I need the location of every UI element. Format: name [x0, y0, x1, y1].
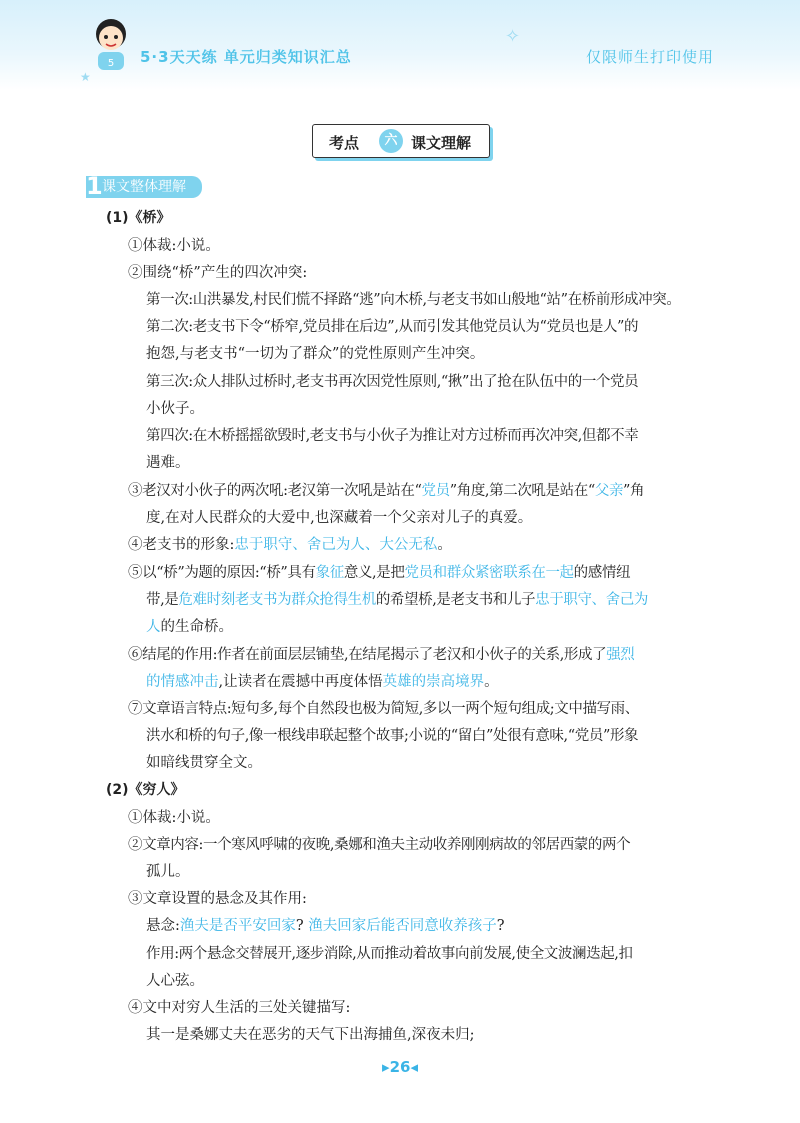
list-item: 人的生命桥。 [146, 619, 233, 635]
highlight: 党员和群众紧密联系在一起 [404, 565, 574, 581]
list-item: ③老汉对小伙子的两次吼:老汉第一次吼是站在“党员”角度,第二次吼是站在“父亲”角 [128, 483, 645, 499]
topic-title: 课文理解 [411, 134, 472, 152]
list-item: 作用:两个悬念交替展开,逐步消除,从而推动着故事向前发展,使全文波澜迭起,扣 [146, 946, 633, 962]
right-arrow-icon: ◂ [410, 1058, 418, 1076]
list-item: 第二次:老支书下令“桥窄,党员排在后边”,从而引发其他党员认为“党员也是人”的 [146, 319, 639, 335]
section-number: 1 [86, 172, 103, 200]
highlight: 父亲 [594, 483, 624, 499]
list-item: 带,是危难时刻老支书为群众抢得生机的希望桥,是老支书和儿子忠于职守、舍己为 [146, 592, 648, 608]
sparkle-icon: ✧ [505, 26, 521, 47]
list-item: 小伙子。 [146, 401, 204, 417]
highlight: 党员 [421, 483, 450, 499]
highlight: 舍己为 [605, 592, 648, 608]
highlight: 危难时刻老支书为群众抢得生机 [178, 592, 376, 608]
highlight: 的情感冲击 [146, 674, 219, 690]
list-item: ⑦文章语言特点:短句多,每个自然段也极为简短,多以一两个短句组成;文中描写雨、 [128, 701, 639, 717]
highlight: 大公无私 [379, 537, 438, 553]
page-number: ▸26◂ [382, 1058, 418, 1076]
section-title: 课文整体理解 [102, 179, 186, 195]
section-heading [86, 172, 202, 200]
list-item: 如暗线贯穿全文。 [146, 755, 262, 771]
highlight: 忠于职守 [535, 592, 592, 608]
list-item: 第四次:在木桥摇摇欲毁时,老支书与小伙子为推让对方过桥而再次冲突,但都不幸 [146, 428, 639, 444]
list-item: 悬念:渔夫是否平安回家? 渔夫回家后能否同意收养孩子? [146, 918, 505, 934]
list-item: 遇难。 [146, 455, 190, 471]
list-item: 的情感冲击,让读者在震撼中再度体悟英雄的崇高境界。 [146, 674, 499, 690]
list-item: ⑤以“桥”为题的原因:“桥”具有象征意义,是把党员和群众紧密联系在一起的感情纽 [128, 565, 631, 581]
list-item: ①体裁:小说。 [128, 238, 220, 254]
highlight: 英雄的崇高境界 [382, 674, 485, 690]
list-item: ②围绕“桥”产生的四次冲突: [128, 265, 308, 281]
subsection-title-poor: (2)《穷人》 [106, 782, 185, 798]
highlight: 强烈 [606, 647, 635, 663]
list-item: 抱怨,与老支书“一切为了群众”的党性原则产生冲突。 [146, 346, 485, 362]
topic-prefix: 考点 [329, 134, 360, 152]
list-item: ①体裁:小说。 [128, 810, 220, 826]
list-item: ②文章内容:一个寒风呼啸的夜晚,桑娜和渔夫主动收养刚刚病故的邻居西蒙的两个 [128, 837, 631, 853]
topic-banner [312, 124, 490, 158]
svg-text:5: 5 [107, 58, 115, 69]
list-item: 孤儿。 [146, 864, 190, 880]
left-arrow-icon: ▸ [382, 1058, 390, 1076]
page-header [0, 0, 800, 90]
list-item: ④老支书的形象:忠于职守、舍己为人、大公无私。 [128, 537, 452, 553]
brand-title: 5·3天天练 单元归类知识汇总 [140, 48, 352, 66]
list-item: ③文章设置的悬念及其作用: [128, 891, 307, 907]
list-item: 洪水和桥的句子,像一根线串联起整个故事;小说的“留白”处很有意味,“党员”形象 [146, 728, 639, 744]
list-item: ⑥结尾的作用:作者在前面层层铺垫,在结尾揭示了老汉和小伙子的关系,形成了强烈 [128, 647, 635, 663]
list-item: 第一次:山洪暴发,村民们慌不择路“逃”向木桥,与老支书如山般地“站”在桥前形成冲突。 [146, 292, 681, 308]
highlight: 忠于职守 [234, 537, 293, 553]
mascot-icon [88, 14, 134, 74]
highlight: 人 [146, 619, 161, 635]
star-icon: ★ [80, 70, 91, 84]
list-item: 第三次:众人排队过桥时,老支书再次因党性原则,“揪”出了抢在队伍中的一个党员 [146, 374, 639, 390]
highlight: 象征 [315, 565, 344, 581]
list-item: 度,在对人民群众的大爱中,也深藏着一个父亲对儿子的真爱。 [146, 510, 533, 526]
list-item: ④文中对穷人生活的三处关键描写: [128, 1000, 351, 1016]
topic-number: 六 [379, 129, 403, 153]
print-notice: 仅限师生打印使用 [585, 48, 714, 66]
list-item: 人心弦。 [146, 973, 204, 989]
highlight: 舍己为人 [306, 537, 365, 553]
subsection-title-bridge: (1)《桥》 [106, 210, 171, 226]
list-item: 其一是桑娜丈夫在恶劣的天气下出海捕鱼,深夜未归; [146, 1027, 475, 1043]
highlight: 渔夫是否平安回家 [179, 918, 296, 934]
highlight: 渔夫回家后能否同意收养孩子 [308, 918, 497, 934]
